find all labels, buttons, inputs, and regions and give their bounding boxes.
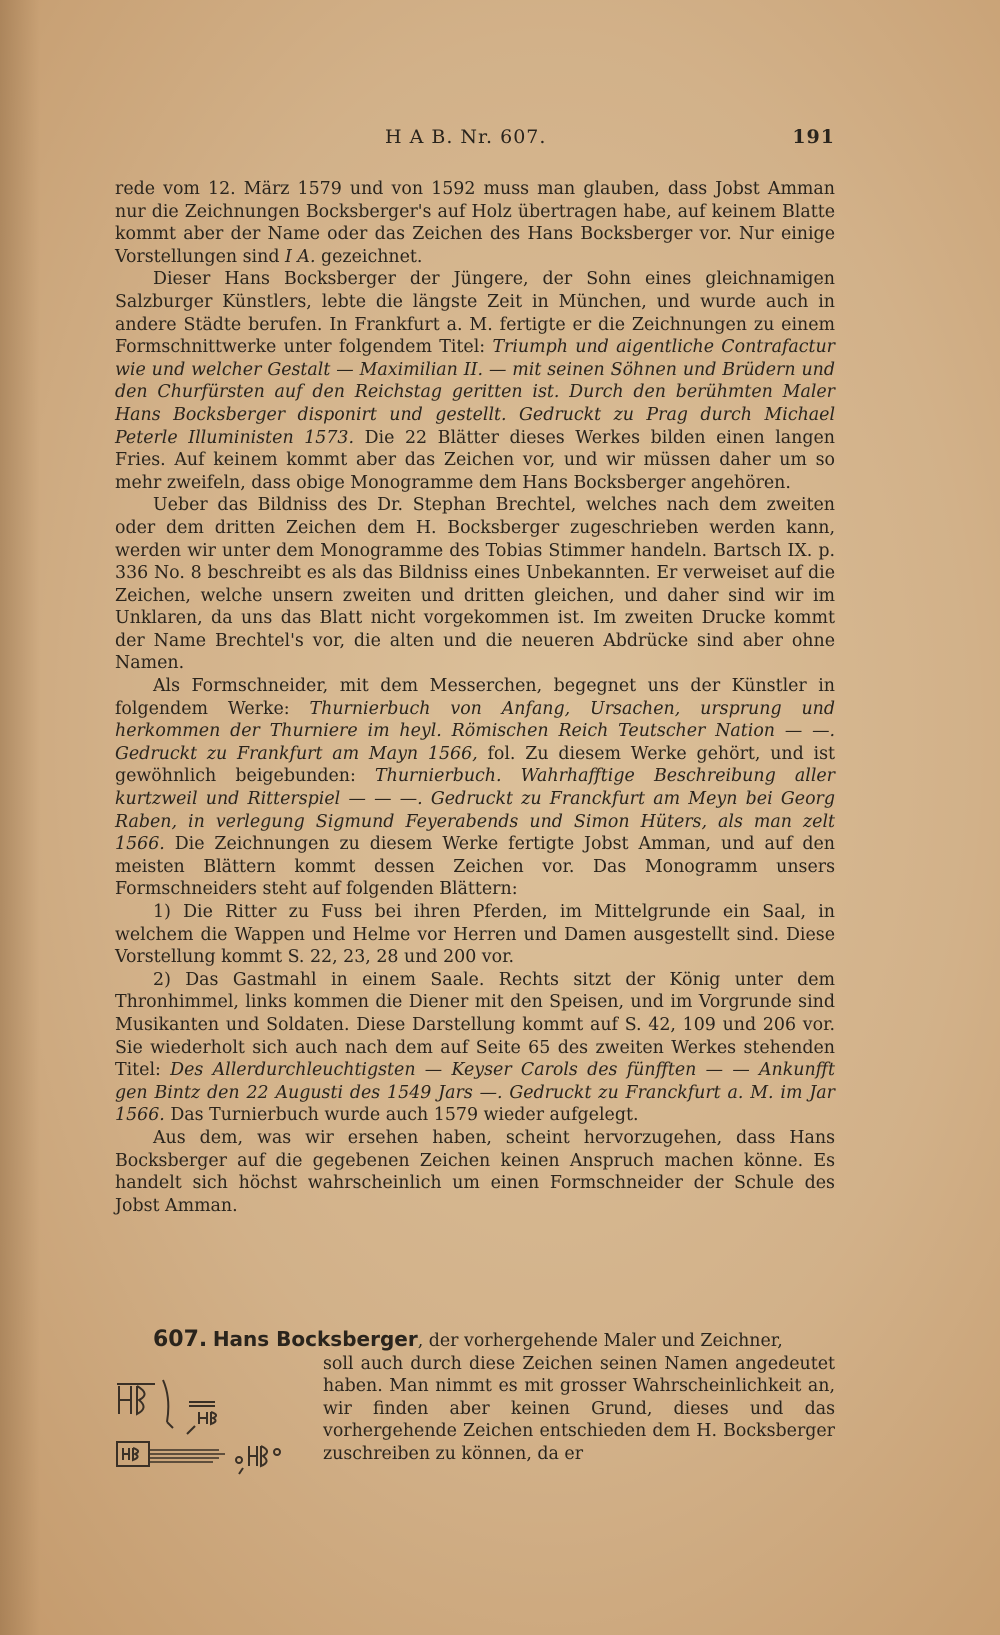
paragraph-text: Das Turnierbuch wurde auch 1579 wieder aufgelegt.	[164, 1105, 639, 1126]
entry-name: Hans Bocksberger	[212, 1327, 418, 1351]
paragraph-p7	[115, 1127, 835, 1217]
paragraph-text: Aus dem, was wir ersehen haben, scheint hervorzugehen, dass Hans Bocksberger auf die gegebenen Zeichen keinen Anspruch machen könne. Es handelt sich höchst wahrscheinlich um einen Formschneider der Schule des Jobst Amman.	[115, 1127, 835, 1216]
paragraph-text: Ueber das Bildniss des Dr. Stephan Brechtel, welches nach dem zweiten oder dem dritten Zeichen dem H. Bocksberger zugeschrieben werden kann, werden wir unter dem Monogramme des Tobias Stimmer handeln. Bartsch IX. p. 336 No. 8 beschreibt es als das Bildniss eines Unbekannten. Er verweiset auf die Zeichen, welche unsern zweiten und dritten gleichen, und daher sind wir im Unklaren, da uns das Blatt nicht vorgekommen ist. Im zweiten Drucke kommt der Name Brechtel's vor, die alten und die neueren Abdrücke sind aber ohne Namen.	[115, 495, 835, 674]
italic-title-text: Thurnierbuch. Wahrhafftige Beschreibung aller kurtzweil und Ritterspiel — — —. Gedruckt zu Franckfurt am Meyn bei Georg Raben, in verlegung Sigmund Feyerabends und Simon Hüters, als man zelt 1566.	[115, 766, 835, 855]
paragraph-text: 1) Die Ritter zu Fuss bei ihren Pferden, im Mittelgrunde ein Saal, in welchem die Wappen und Helme vor Herren und Damen ausgestellt sind. Diese Vorstellung kommt S. 22, 23, 28 und 200 vor.	[115, 902, 835, 968]
italic-title-text: I A.	[284, 246, 316, 267]
italic-title-text: Thurnierbuch von Anfang, Ursachen, ursprung und herkommen der Thurniere im heyl. Römischen Reich Teutscher Nation — —. Gedruckt zu Frankfurt am Mayn 1566,	[115, 698, 835, 764]
italic-title-text: Triumph und aigentliche Contrafactur wie und welcher Gestalt — Maximilian II. — mit seinen Söhnen und Brüdern und den Churfürsten auf den Reichstag geritten ist. Durch den berühmten Maler Hans Bocksberger disponirt und gestellt. Gedruckt zu Prag durch Michael Peterle Illuministen 1573.	[115, 337, 835, 448]
paragraph-text: gezeichnet.	[315, 246, 423, 267]
paragraph-text: rede vom 12. März 1579 und von 1592 muss man glauben, dass Jobst Amman nur die Zeichnungen Bocksberger's auf Holz übertragen habe, auf keinem Blatte kommt aber der Name oder das Zeichen des Hans Bocksberger vor. Nur einige Vorstellungen sind	[115, 179, 835, 267]
italic-title-text: Des Allerdurchleuchtigsten — Keyser Carols des fünfften — — Ankunfft gen Bintz den 22 Augusti des 1549 Jars —. Gedruckt zu Franckfurt a. M. im Jar 1566.	[115, 1060, 835, 1126]
paragraph-p6	[115, 969, 835, 1127]
paragraph-text: Als Formschneider, mit dem Messerchen, begegnet uns der Künstler in folgendem Werke:	[115, 676, 835, 719]
entry-number: 607.	[153, 1327, 208, 1352]
entry-heading-rest: , der vorhergehende Maler und Zeichner,	[417, 1331, 783, 1351]
paragraph-p5	[115, 901, 835, 969]
paragraph-p2	[115, 268, 835, 494]
paragraph-text: 2) Das Gastmahl in einem Saale. Rechts sitzt der König unter dem Thronhimmel, links kommen die Diener mit den Speisen, und im Vorgrunde sind Musikanten und Soldaten. Diese Darstellung kommt auf S. 42, 109 und 206 vor. Sie wiederholt sich auch nach dem auf Seite 65 des zweiten Werkes stehenden Titel:	[115, 969, 835, 1081]
body-text	[115, 178, 835, 1217]
entry-heading-line	[115, 1328, 835, 1353]
paragraph-text: fol. Zu diesem Werke gehört, und ist gewöhnlich beigebunden:	[115, 743, 835, 787]
catalogue-entry-607	[115, 1328, 835, 1466]
paragraph-p3	[115, 494, 835, 675]
paragraph-text: Die Zeichnungen zu diesem Werke fertigte Jobst Amman, und auf den meisten Blättern kommt dessen Zeichen vor. Das Monogramm unsers Formschneiders steht auf folgenden Blättern:	[115, 834, 835, 900]
running-head-title: H A B. Nr. 607.	[385, 126, 547, 148]
paragraph-text: Dieser Hans Bocksberger der Jüngere, der Sohn eines gleichnamigen Salzburger Künstlers, lebte die längste Zeit in München, und wurde auch in andere Städte berufen. In Frankfurt a. M. fertigte er die Zeichnungen zu einem Formschnittwerke unter folgendem Titel:	[115, 269, 835, 358]
entry-body: soll auch durch diese Zeichen seinen Namen angedeutet haben. Man nimmt es mit grosser Wahrscheinlichkeit an, wir finden aber keinen Grund, dieses und das vorhergehende Zeichen entschieden dem H. Bocksberger zuschreiben zu können, da er	[323, 1353, 835, 1464]
paragraph-p1	[115, 178, 835, 268]
paragraph-p4	[115, 675, 835, 901]
page-number: 191	[792, 126, 835, 148]
paragraph-text: Die 22 Blätter dieses Werkes bilden einen langen Fries. Auf keinem kommt aber das Zeichen vor, und wir müssen daher um so mehr zweifeln, dass obige Monogramme dem Hans Bocksberger angehören.	[115, 427, 835, 493]
page-spine-shadow	[0, 0, 40, 1635]
